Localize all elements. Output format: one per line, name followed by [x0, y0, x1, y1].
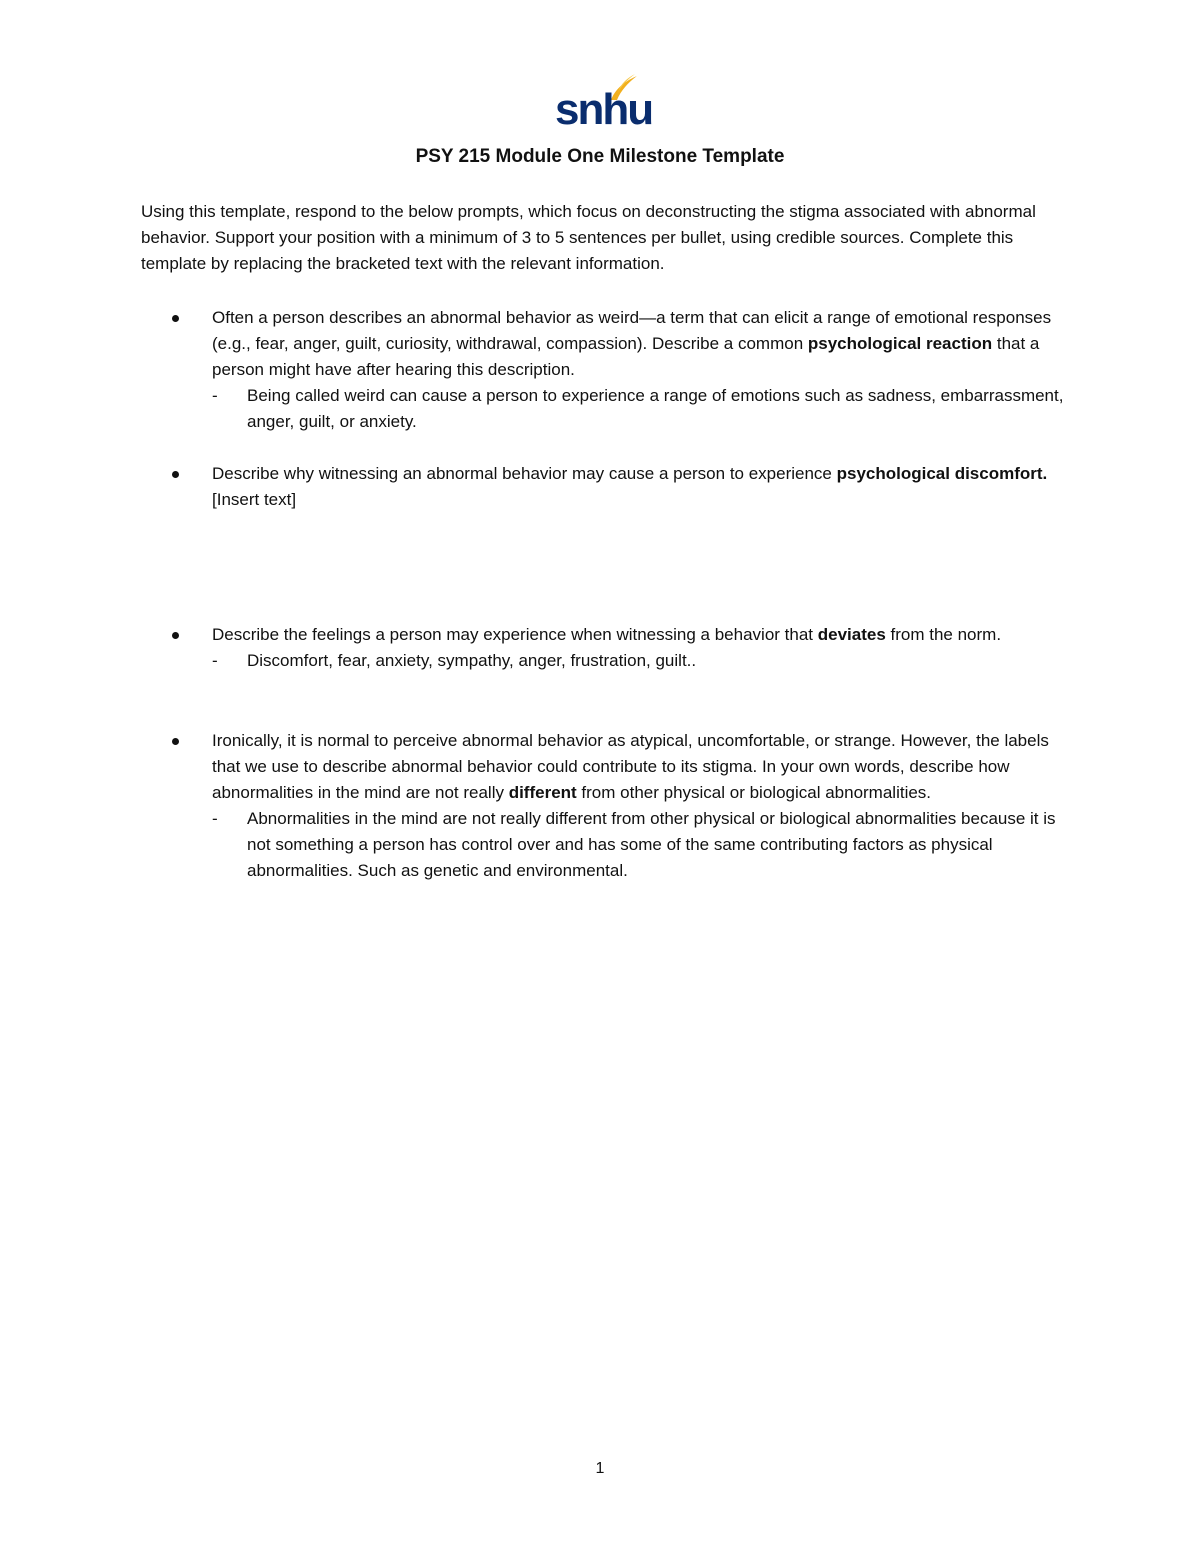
bullet-item-3	[172, 622, 1072, 674]
bullet-dot	[172, 632, 179, 639]
bullet-answer: - Discomfort, fear, anxiety, sympathy, anger, frustration, guilt..	[212, 651, 697, 670]
bullet-dot	[172, 738, 179, 745]
bullet-answer-placeholder: [Insert text]	[212, 490, 297, 509]
bullet-prompt: Often a person describes an abnormal behavior as weird—a term that can elicit a range of emotional responses (e.g., fear, anger, guilt, curiosity, withdrawal, compassion). Describe a common psychological reaction that a person might have after hearing this description.	[212, 308, 1052, 379]
bullet-item-4	[172, 728, 1072, 884]
page-number: 1	[595, 1460, 605, 1477]
bullet-item-1	[172, 305, 1072, 435]
page-title: PSY 215 Module One Milestone Template	[415, 146, 785, 167]
logo-text: snhu	[555, 85, 653, 134]
bullet-prompt: Describe why witnessing an abnormal behavior may cause a person to experience psychological discomfort.	[212, 464, 1048, 483]
bullet-item-2	[172, 461, 1072, 513]
bullet-prompt: Describe the feelings a person may experience when witnessing a behavior that deviates from the norm.	[212, 625, 1002, 644]
bullet-dot	[172, 315, 179, 322]
bullet-prompt: Ironically, it is normal to perceive abnormal behavior as atypical, uncomfortable, or strange. However, the labels that we use to describe abnormal behavior could contribute to its stigma. In your own words, describe how abnormalities in the mind are not really different from other physical or biological abnormalities.	[212, 731, 1049, 802]
bullet-answer: - Being called weird can cause a person to experience a range of emotions such as sadness, embarrassment, anger, guilt, or anxiety.	[212, 386, 1064, 431]
snhu-logo	[555, 72, 653, 134]
bullet-dot	[172, 471, 179, 478]
intro-paragraph: Using this template, respond to the below prompts, which focus on deconstructing the stigma associated with abnormal behavior. Support your position with a minimum of 3 to 5 sentences per bullet, using credible sources. Complete this template by replacing the bracketed text with the relevant information.	[141, 202, 1036, 273]
bullet-answer: - Abnormalities in the mind are not really different from other physical or biological abnormalities because it is not something a person has control over and has some of the same contributing factors as physical abnormalities. Such as genetic and environmental.	[212, 809, 1056, 880]
